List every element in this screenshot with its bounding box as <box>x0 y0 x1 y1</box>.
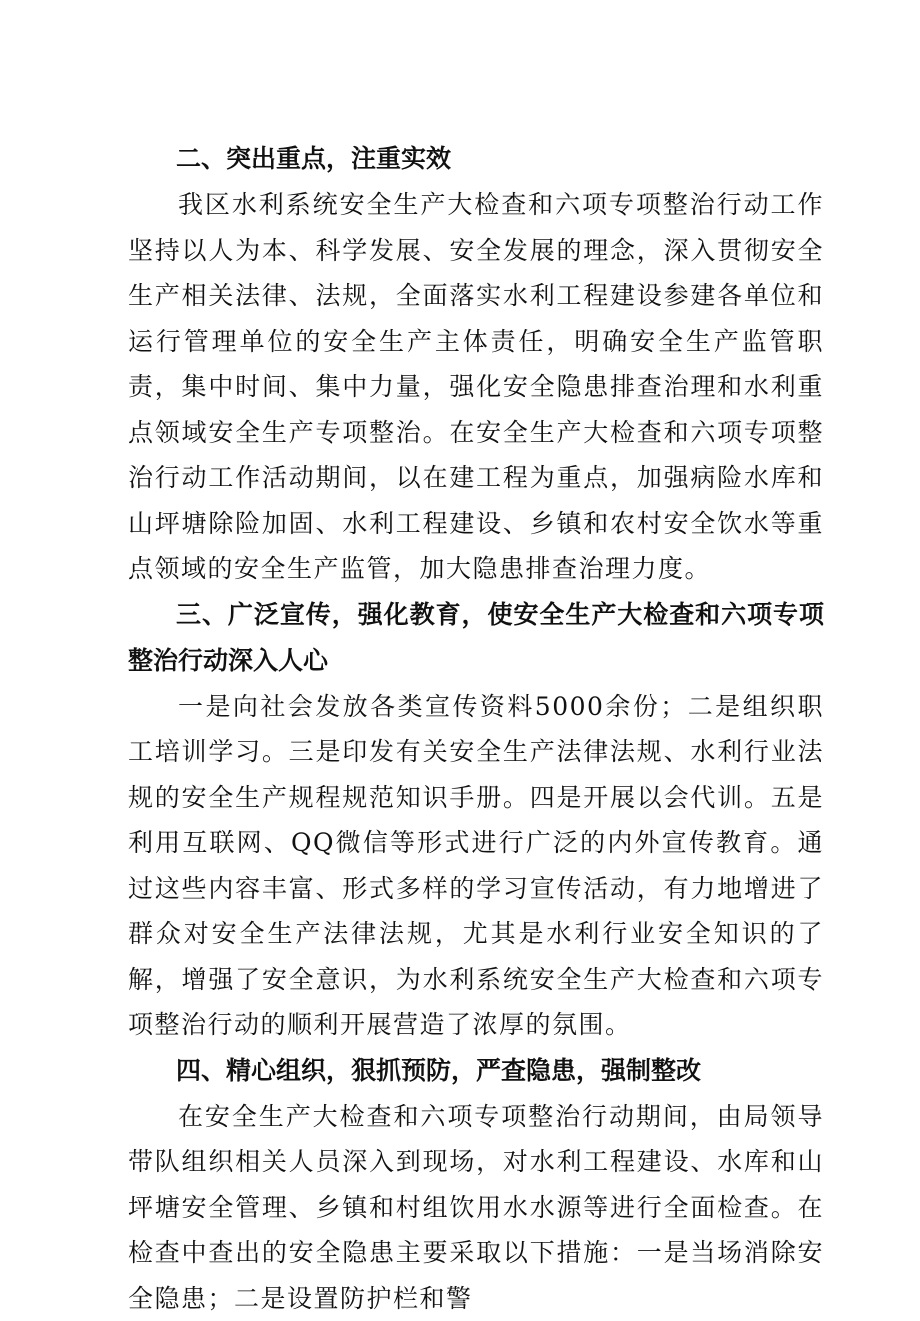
section-paragraph-3: 一是向社会发放各类宣传资料5000余份；二是组织职工培训学习。三是印发有关安全生产法律法规、水利行业法规的安全生产规程规范知识手册。四是开展以会代训。五是利用互联网、QQ微信等形式进行广泛的内外宣传教育。通过这些内容丰富、形式多样的学习宣传活动，有力地增进了群众对安全生产法律法规，尤其是水利行业安全知识的了解，增强了安全意识，为水利系统安全生产大检查和六项专项整治行动的顺利开展营造了浓厚的氛围。 <box>128 684 824 1048</box>
section-heading-4: 四、精心组织，狠抓预防，严查隐患，强制整改 <box>128 1048 824 1094</box>
section-paragraph-2: 我区水利系统安全生产大检查和六项专项整治行动工作坚持以人为本、科学发展、安全发展的理念，深入贯彻安全生产相关法律、法规，全面落实水利工程建设参建各单位和运行管理单位的安全生产主体责任，明确安全生产监管职责，集中时间、集中力量，强化安全隐患排查治理和水利重点领域安全生产专项整治。在安全生产大检查和六项专项整治行动工作活动期间，以在建工程为重点，加强病险水库和山坪塘除险加固、水利工程建设、乡镇和农村安全饮水等重点领域的安全生产监管，加大隐患排查治理力度。 <box>128 182 824 592</box>
section-heading-3: 三、广泛宣传，强化教育，使安全生产大检查和六项专项整治行动深入人心 <box>128 592 824 684</box>
section-paragraph-4: 在安全生产大检查和六项专项整治行动期间，由局领导带队组织相关人员深入到现场，对水利工程建设、水库和山坪塘安全管理、乡镇和村组饮用水水源等进行全面检查。在检查中查出的安全隐患主要采取以下措施：一是当场消除安全隐患；二是设置防护栏和警 <box>128 1094 824 1321</box>
section-heading-2: 二、突出重点，注重实效 <box>128 136 824 182</box>
